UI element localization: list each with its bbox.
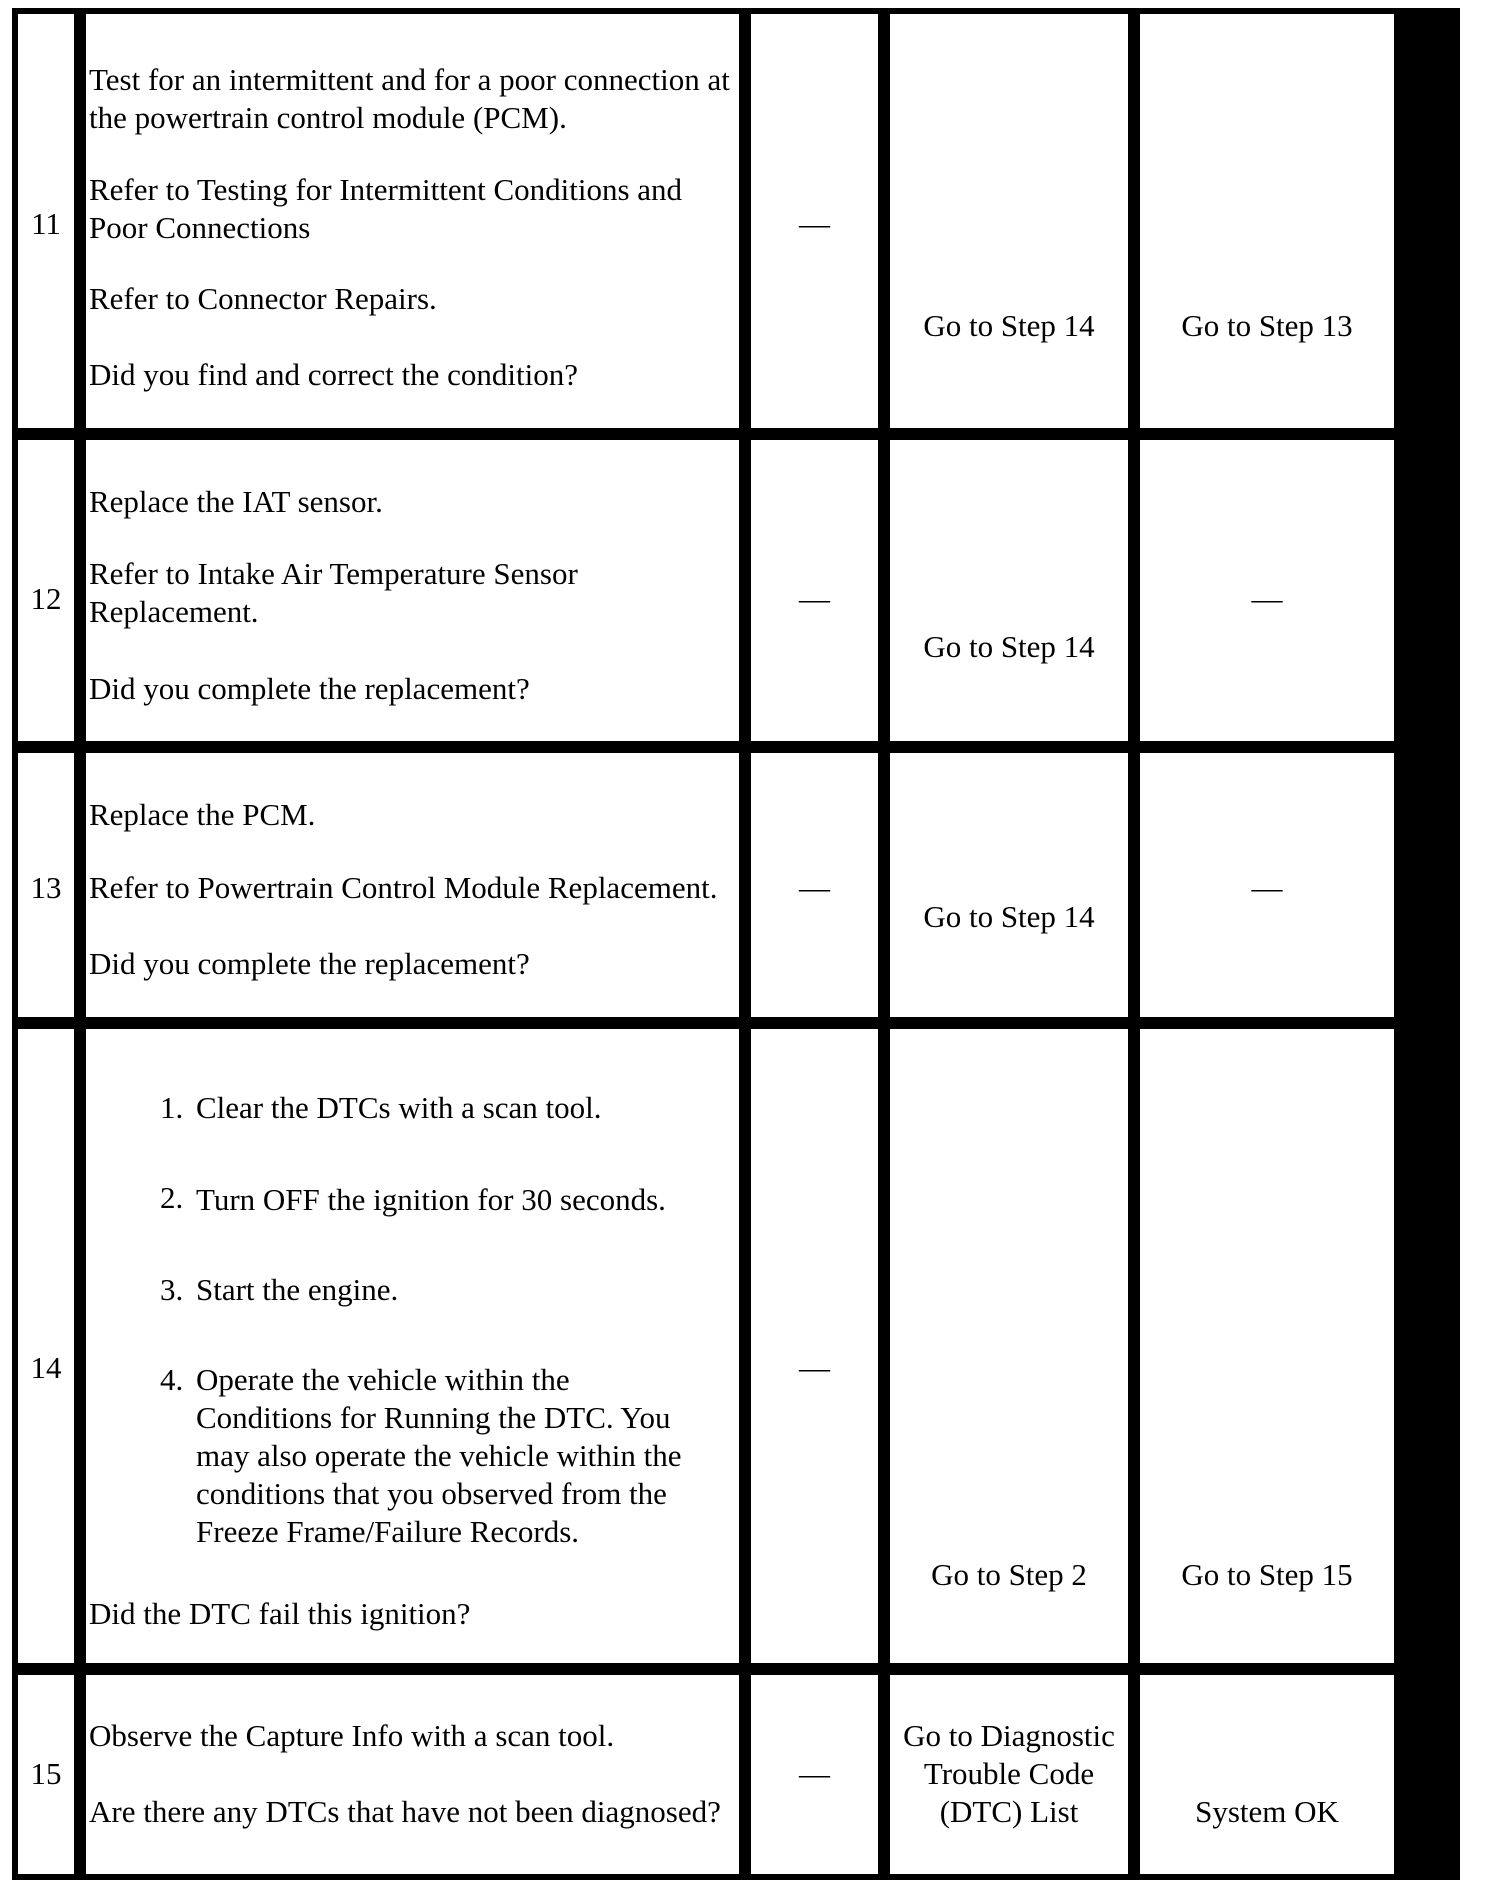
step-number: 12 [30,581,62,616]
action-text: the powertrain control module (PCM). [89,100,567,135]
table-row-14 [15,1026,77,1666]
no-cell [1137,1026,1397,1666]
diagnostic-table [12,8,1460,1880]
list-item: Clear the DTCs with a scan tool. [196,1090,602,1125]
action-cell [83,1026,742,1666]
values-cell [748,750,881,1020]
no-cell [1137,437,1397,744]
values-text: — [799,1350,830,1385]
step-number: 14 [30,1350,62,1385]
action-text: Refer to Powertrain Control Module Replacement. [89,870,718,905]
action-question: Did you complete the replacement? [89,671,530,706]
no-text: — [1251,870,1283,905]
yes-text: Go to Step 14 [923,629,1095,664]
no-cell [1137,750,1397,1020]
list-item: may also operate the vehicle within the [196,1438,682,1473]
action-text: Poor Connections [89,210,311,245]
yes-cell [887,750,1131,1020]
list-item: conditions that you observed from the [196,1476,667,1511]
no-cell [1137,11,1397,431]
action-text: Refer to Intake Air Temperature Sensor [89,556,578,591]
table-row-12 [15,437,77,744]
step-number: 15 [30,1756,62,1791]
yes-text: Go to Step 14 [923,899,1095,934]
no-text: Go to Step 15 [1181,1557,1353,1592]
table-row-11 [15,11,77,431]
no-text: System OK [1195,1794,1339,1829]
action-text: Replace the IAT sensor. [89,484,383,519]
list-number: 4. [160,1362,184,1397]
action-question: Did the DTC fail this ignition? [89,1596,471,1631]
values-cell [748,1026,881,1666]
step-number: 13 [30,870,62,905]
yes-text: Go to Step 14 [923,308,1095,343]
values-text: — [799,1756,830,1791]
list-number: 2. [160,1180,184,1215]
action-question: Did you find and correct the condition? [89,357,578,392]
values-text: — [799,581,830,616]
action-text: Refer to Connector Repairs. [89,281,437,316]
action-text: Replace the PCM. [89,797,316,832]
list-item: Conditions for Running the DTC. You [196,1400,671,1435]
action-text: Replacement. [89,594,259,629]
table-row-15 [15,1672,77,1877]
values-cell [748,11,881,431]
values-text: — [799,870,830,905]
list-number: 1. [160,1090,184,1125]
action-cell [83,750,742,1020]
yes-text: (DTC) List [939,1794,1079,1829]
table-row-13 [15,750,77,1020]
values-cell [748,1672,881,1877]
yes-cell [887,437,1131,744]
yes-text: Go to Step 2 [931,1557,1087,1592]
action-question: Did you complete the replacement? [89,946,530,981]
no-text: Go to Step 13 [1181,308,1353,343]
action-cell [83,437,742,744]
action-cell [83,11,742,431]
action-text: Test for an intermittent and for a poor connection at [89,62,730,97]
action-text: Observe the Capture Info with a scan tool. [89,1718,615,1753]
action-cell [83,1672,742,1877]
yes-text: Go to Diagnostic [903,1718,1115,1753]
yes-cell [887,1026,1131,1666]
no-text: — [1251,581,1283,616]
action-question: Are there any DTCs that have not been diagnosed? [89,1794,721,1829]
values-text: — [799,206,830,241]
list-item: Turn OFF the ignition for 30 seconds. [196,1182,666,1217]
list-number: 3. [160,1272,184,1307]
list-item: Start the engine. [196,1272,399,1307]
yes-text: Trouble Code [923,1756,1095,1791]
no-cell [1137,1672,1397,1877]
step-number: 11 [31,206,61,241]
values-cell [748,437,881,744]
action-text: Refer to Testing for Intermittent Conditions and [89,172,683,207]
yes-cell [887,1672,1131,1877]
yes-cell [887,11,1131,431]
list-item: Operate the vehicle within the [196,1362,570,1397]
list-item: Freeze Frame/Failure Records. [196,1514,580,1549]
